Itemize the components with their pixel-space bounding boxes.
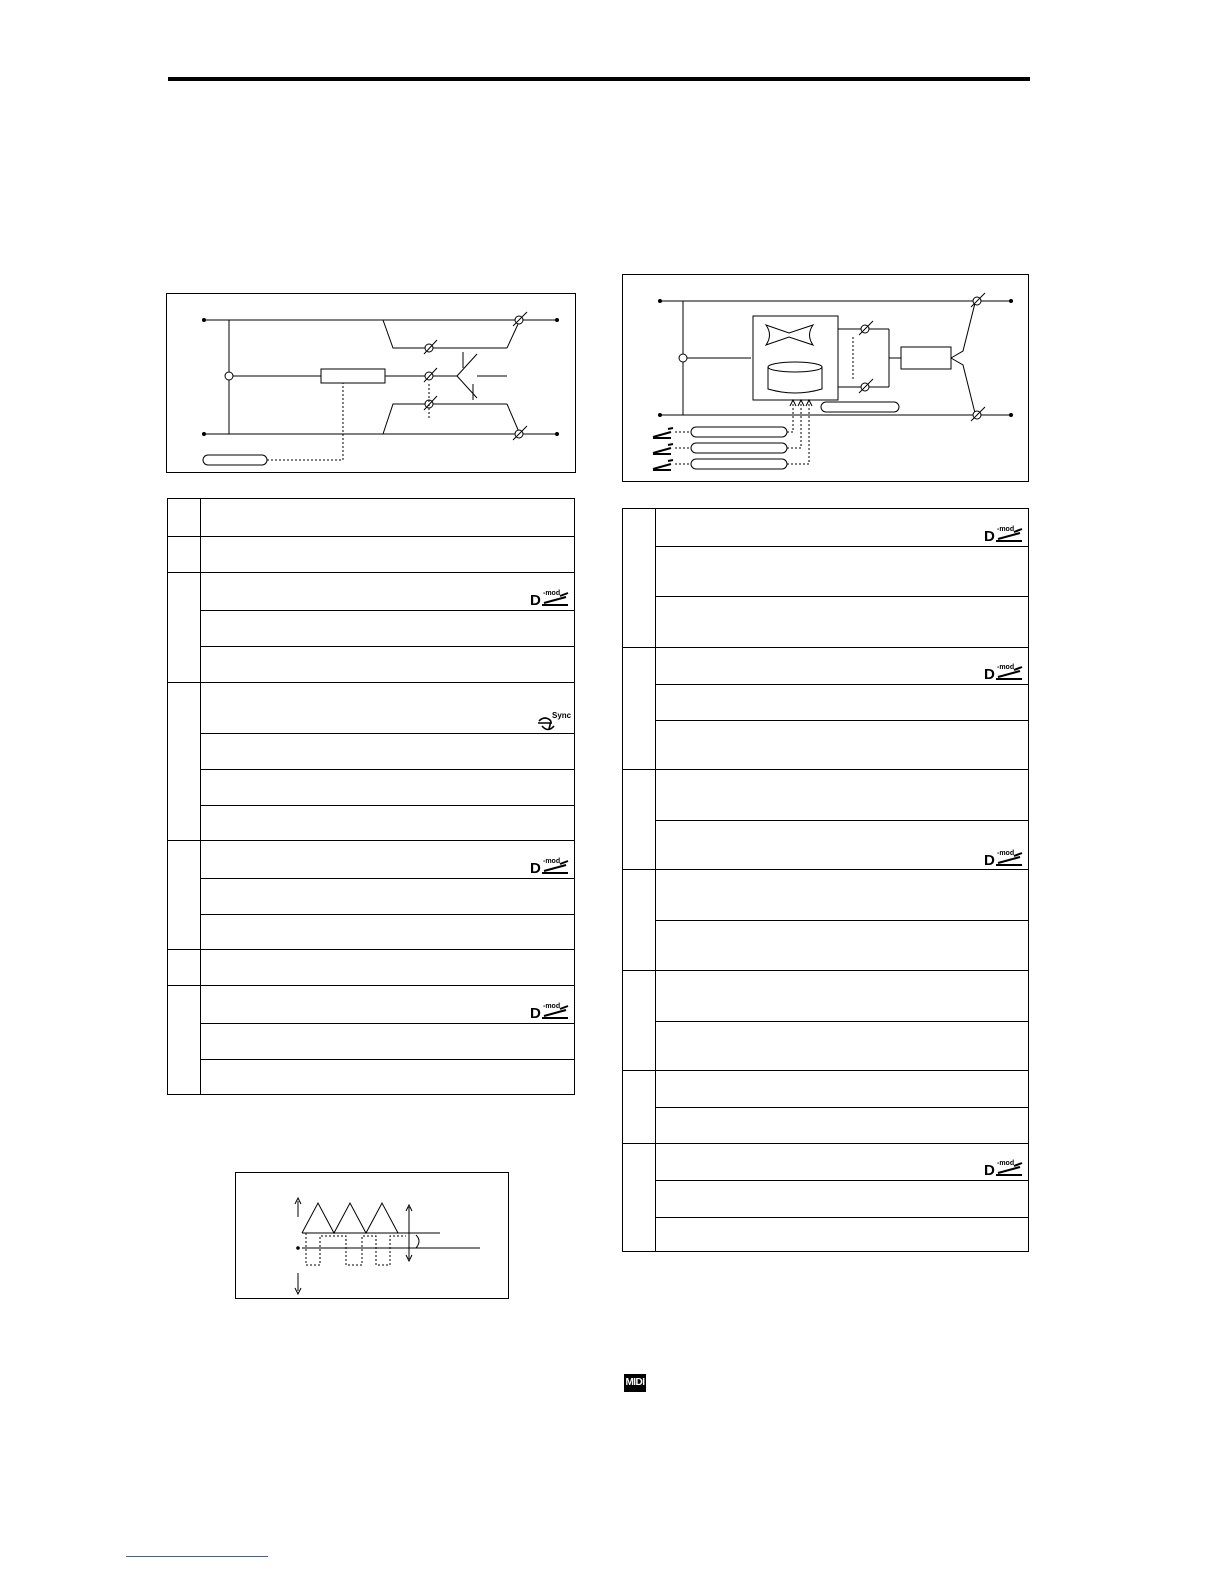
param-row [201, 537, 574, 573]
left-parameter-table [167, 498, 575, 1095]
svg-text:D: D [984, 1162, 995, 1179]
param-row [656, 1071, 1028, 1107]
param-number-cell [623, 870, 656, 970]
param-group [168, 536, 574, 572]
param-row [656, 648, 1028, 684]
svg-text:-mod: -mod [997, 664, 1015, 671]
svg-text:D: D [984, 528, 995, 545]
param-number-cell [168, 499, 201, 536]
d-mod-icon [530, 856, 570, 876]
param-row [201, 878, 574, 914]
svg-text:Sync: Sync [552, 711, 572, 720]
param-group [623, 869, 1028, 970]
param-group [168, 985, 574, 1095]
param-row [656, 971, 1028, 1021]
svg-text:-mod: -mod [997, 1160, 1015, 1167]
param-row [201, 986, 574, 1023]
svg-text:D: D [984, 852, 995, 869]
param-row [201, 1023, 574, 1059]
param-number-cell [623, 1071, 656, 1143]
d-mod-icon [984, 848, 1024, 868]
param-row [201, 733, 574, 769]
d-mod-icon [530, 588, 570, 608]
svg-text:-mod: -mod [543, 1003, 561, 1010]
param-group [623, 1143, 1028, 1252]
param-number-cell [168, 950, 201, 985]
param-group [168, 682, 574, 840]
rotary-speaker-signal-flow-icon [623, 275, 1030, 483]
param-row [656, 870, 1028, 920]
param-number-cell [623, 770, 656, 869]
svg-text:D: D [984, 666, 995, 683]
param-group [168, 949, 574, 985]
param-number-cell [168, 986, 201, 1095]
param-row [201, 683, 574, 733]
param-row [201, 914, 574, 950]
param-number-cell [168, 683, 201, 840]
d-mod-icon [984, 1158, 1024, 1178]
param-row [656, 1217, 1028, 1253]
param-row [656, 720, 1028, 770]
left-block-diagram [166, 293, 576, 473]
param-row [656, 684, 1028, 720]
param-number-cell [168, 537, 201, 572]
footnote-rule [126, 1556, 268, 1557]
svg-text:-mod: -mod [997, 526, 1015, 533]
svg-text:-mod: -mod [997, 850, 1015, 857]
param-row [656, 820, 1028, 870]
svg-text:D: D [530, 592, 541, 609]
param-group [623, 970, 1028, 1070]
param-row [201, 769, 574, 805]
lfo-waveform-diagram [235, 1172, 509, 1299]
param-number-cell [623, 971, 656, 1070]
param-row [656, 546, 1028, 596]
svg-text:D: D [530, 860, 541, 877]
d-mod-icon [530, 1001, 570, 1021]
d-mod-icon [984, 662, 1024, 682]
param-group [168, 840, 574, 949]
param-row [656, 770, 1028, 820]
param-group [623, 509, 1028, 647]
param-row [201, 499, 574, 536]
param-row [656, 1180, 1028, 1217]
right-block-diagram [622, 274, 1029, 482]
param-row [201, 950, 574, 986]
param-number-cell [168, 841, 201, 949]
param-number-cell [168, 573, 201, 682]
right-parameter-table [622, 508, 1029, 1252]
lfo-waveform-icon [236, 1173, 510, 1300]
param-row [656, 1107, 1028, 1144]
param-row [201, 646, 574, 683]
midi-badge: MIDI [624, 1374, 646, 1392]
param-row [201, 1059, 574, 1096]
param-row [201, 805, 574, 841]
stereo-delay-signal-flow-icon [167, 294, 577, 474]
param-group [623, 1070, 1028, 1143]
param-number-cell [623, 509, 656, 647]
param-group [168, 572, 574, 682]
header-rule [168, 77, 1030, 81]
param-row [656, 1144, 1028, 1180]
d-mod-icon [984, 524, 1024, 544]
param-group [623, 647, 1028, 769]
svg-text:-mod: -mod [543, 858, 561, 865]
param-row [201, 573, 574, 610]
param-group [168, 499, 574, 536]
param-row [656, 1021, 1028, 1071]
param-number-cell [623, 648, 656, 769]
param-number-cell [623, 1144, 656, 1252]
svg-text:D: D [530, 1005, 541, 1022]
param-row [201, 841, 574, 878]
param-group [623, 769, 1028, 869]
param-row [656, 509, 1028, 546]
tempo-sync-icon [536, 709, 570, 731]
svg-text:-mod: -mod [543, 590, 561, 597]
param-row [656, 920, 1028, 971]
param-row [201, 610, 574, 646]
param-row [656, 596, 1028, 647]
